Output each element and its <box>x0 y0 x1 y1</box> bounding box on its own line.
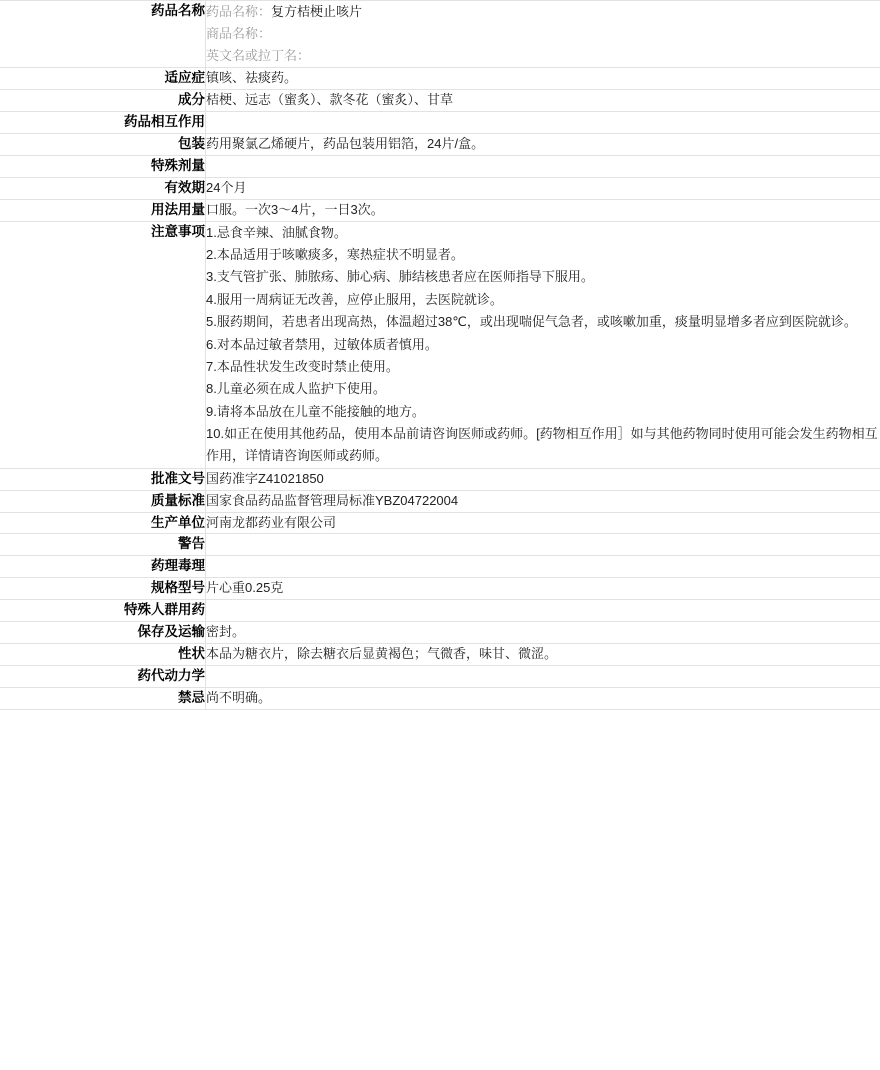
table-row <box>0 512 880 534</box>
row-label: 警告 <box>0 534 206 556</box>
row-label: 特殊人群用药 <box>0 600 206 622</box>
row-value-text: 国家食品药品监督管理局标准YBZ04722004 <box>206 492 459 508</box>
name-line <box>206 45 880 67</box>
row-value-text: 河南龙都药业有限公司 <box>206 514 337 530</box>
row-value-text <box>206 666 880 680</box>
table-row <box>0 199 880 221</box>
row-label: 适应症 <box>0 68 206 90</box>
row-value <box>206 90 880 112</box>
row-value <box>206 468 880 490</box>
table-row <box>0 534 880 556</box>
table-row <box>0 68 880 90</box>
row-label: 质量标准 <box>0 490 206 512</box>
row-value <box>206 644 880 666</box>
name-line-label: 商品名称： <box>206 26 272 42</box>
row-value-text <box>206 600 880 614</box>
row-value-text: 药用聚氯乙烯硬片，药品包装用铝箔，24片/盒。 <box>206 136 485 152</box>
name-line-value: 复方桔梗止咳片 <box>271 4 363 19</box>
row-label: 药代动力学 <box>0 665 206 687</box>
row-value <box>206 68 880 90</box>
row-label: 批准文号 <box>0 468 206 490</box>
row-value-text <box>206 156 880 170</box>
row-label: 规格型号 <box>0 578 206 600</box>
row-value <box>206 512 880 534</box>
table-row <box>0 468 880 490</box>
list-item: 4.服用一周病证无改善，应停止服用，去医院就诊。 <box>206 291 503 307</box>
row-value <box>206 112 880 134</box>
table-row <box>0 665 880 687</box>
row-value-text: 密封。 <box>206 624 246 640</box>
table-row <box>0 90 880 112</box>
row-value-text: 尚不明确。 <box>206 689 272 705</box>
table-row <box>0 1 880 68</box>
row-value-text: 片心重0.25克 <box>206 580 284 596</box>
list-item: 7.本品性状发生改变时禁止使用。 <box>206 358 399 374</box>
table-row <box>0 644 880 666</box>
table-row <box>0 622 880 644</box>
row-value <box>206 155 880 177</box>
row-value <box>206 600 880 622</box>
table-row <box>0 155 880 177</box>
row-value-text: 口服。一次3～4片，一日3次。 <box>206 201 384 217</box>
row-value <box>206 1 880 68</box>
row-value <box>206 199 880 221</box>
notice-list <box>206 222 880 468</box>
row-label: 包装 <box>0 134 206 156</box>
table-row <box>0 221 880 468</box>
name-line <box>206 1 880 23</box>
row-label: 注意事项 <box>0 221 206 468</box>
name-line-label: 英文名或拉丁名： <box>206 48 311 64</box>
table-row <box>0 600 880 622</box>
list-item: 5.服药期间，若患者出现高热，体温超过38℃，或出现喘促气急者，或咳嗽加重，痰量明显增多者应到医院就诊。 <box>206 314 857 330</box>
table-row <box>0 134 880 156</box>
row-label: 药品相互作用 <box>0 112 206 134</box>
row-value-text: 24个月 <box>206 179 247 195</box>
row-value <box>206 177 880 199</box>
table-row <box>0 490 880 512</box>
row-value-text <box>206 112 880 126</box>
table-row <box>0 177 880 199</box>
table-row <box>0 578 880 600</box>
row-value <box>206 556 880 578</box>
list-item: 8.儿童必须在成人监护下使用。 <box>206 381 386 397</box>
row-value-text <box>206 556 880 570</box>
row-value <box>206 622 880 644</box>
row-label: 成分 <box>0 90 206 112</box>
row-value <box>206 134 880 156</box>
row-label: 药理毒理 <box>0 556 206 578</box>
row-value-text <box>206 534 880 548</box>
name-line <box>206 23 880 45</box>
drug-info-table-body <box>0 1 880 710</box>
row-label: 生产单位 <box>0 512 206 534</box>
row-label: 药品名称 <box>0 1 206 68</box>
row-label: 保存及运输 <box>0 622 206 644</box>
row-value <box>206 578 880 600</box>
row-label: 有效期 <box>0 177 206 199</box>
row-label: 禁忌 <box>0 687 206 709</box>
row-value-text: 桔梗、远志（蜜炙）、款冬花（蜜炙）、甘草 <box>206 92 454 108</box>
row-label: 用法用量 <box>0 199 206 221</box>
table-row <box>0 112 880 134</box>
row-value <box>206 221 880 468</box>
name-line-label: 药品名称： <box>206 4 272 19</box>
row-value <box>206 534 880 556</box>
row-label: 特殊剂量 <box>0 155 206 177</box>
row-label: 性状 <box>0 644 206 666</box>
list-item: 10.如正在使用其他药品，使用本品前请咨询医师或药师。[药物相互作用］如与其他药物同时使用可能会发生药物相互作用，详情请咨询医师或药师。 <box>206 425 878 464</box>
list-item: 9.请将本品放在儿童不能接触的地方。 <box>206 403 425 419</box>
list-item: 1.忌食辛辣、油腻食物。 <box>206 224 347 240</box>
row-value-text: 本品为糖衣片，除去糖衣后显黄褐色；气微香，味甘、微涩。 <box>206 646 558 662</box>
row-value <box>206 665 880 687</box>
row-value-text: 镇咳、祛痰药。 <box>206 70 298 86</box>
list-item: 6.对本品过敏者禁用，过敏体质者慎用。 <box>206 336 438 352</box>
list-item: 2.本品适用于咳嗽痰多，寒热症状不明显者。 <box>206 247 464 263</box>
row-value <box>206 687 880 709</box>
table-row <box>0 556 880 578</box>
table-row <box>0 687 880 709</box>
list-item: 3.支气管扩张、肺脓疡、肺心病、肺结核患者应在医师指导下服用。 <box>206 269 594 285</box>
row-value-text: 国药准字Z41021850 <box>206 470 324 486</box>
row-value <box>206 490 880 512</box>
